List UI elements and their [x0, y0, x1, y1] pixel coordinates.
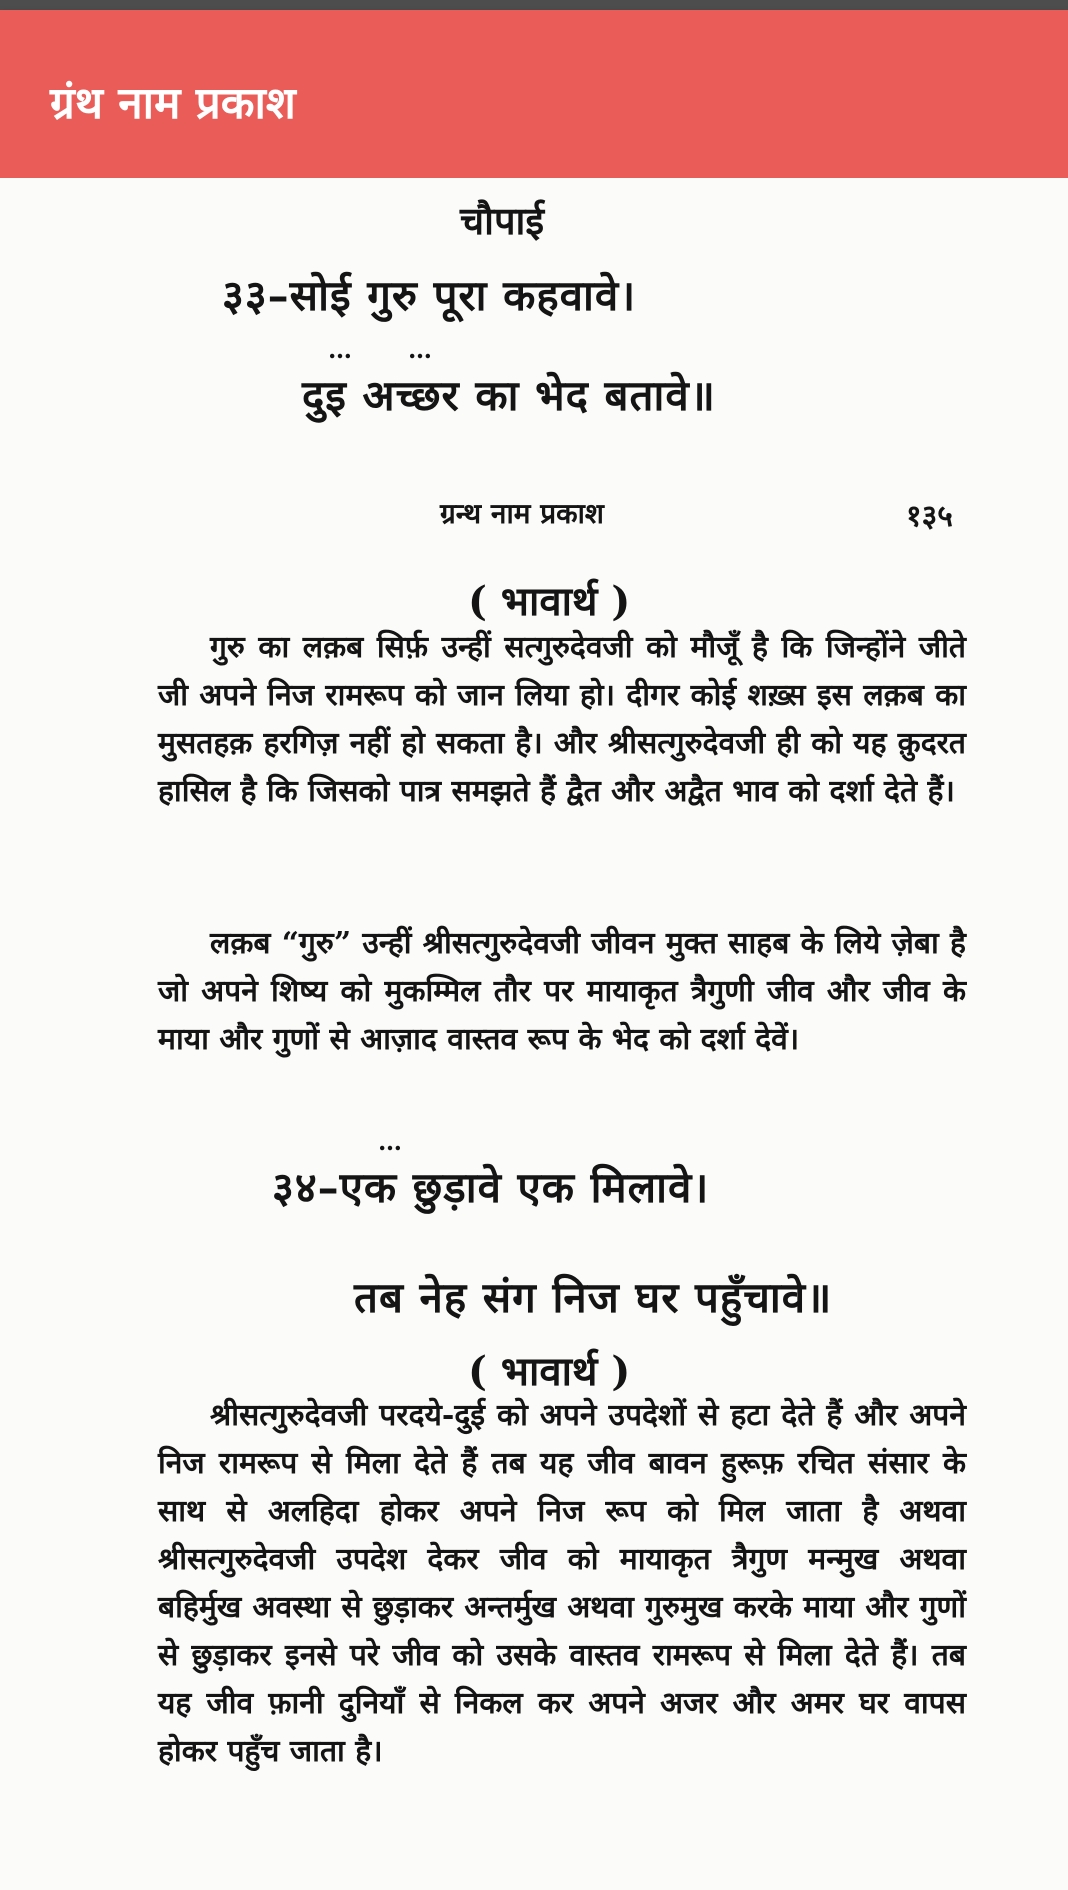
ellipsis-mark: …: [408, 335, 434, 364]
verse-33-line-2: दुइ अच्छर का भेद बतावे॥: [302, 371, 716, 420]
bhavarth-1-paragraph-2: लक़ब “गुरु” उन्हीं श्रीसत्गुरुदेवजी जीवन मुक्त साहब के लिये ज़ेबा है जो अपने शिष्य को मुकम्मिल तौर पर मायाकृत त्रैगुणी जीव और जीव के माया और गुणों से आज़ाद वास्तव रूप के भेद को दर्शा देवें।: [158, 926, 966, 1057]
verse-34-line-2: तब नेह संग निज घर पहुँचावे॥: [354, 1273, 833, 1322]
status-bar: [0, 0, 1068, 10]
verse-34-line-1: ३४–एक छुड़ावे एक मिलावे।: [272, 1163, 710, 1212]
running-head: ग्रन्थ नाम प्रकाश: [440, 497, 604, 530]
bhavarth-1-paragraph-1: गुरु का लक़ब सिर्फ़ उन्हीं सत्गुरुदेवजी को मौजूँ है कि जिन्होंने जीते जी अपने निज रामरूप को जान लिया हो। दीगर कोई शख़्स इस लक़ब का मुसतहक़ हरगिज़ नहीं हो सकता है। और श्रीसत्गुरुदेवजी ही को यह क़ुदरत हासिल है कि जिसको पात्र समझते हैं द्वैत और अद्वैत भाव को दर्शा देते हैं।: [158, 630, 966, 809]
bhavarth-heading-1: ( भावार्थ ): [468, 578, 631, 625]
page-number: १३५: [906, 499, 953, 534]
app-title: ग्रंथ नाम प्रकाश: [50, 78, 296, 129]
scanned-page[interactable]: [0, 178, 1068, 1890]
bhavarth-2-paragraph-1: श्रीसत्गुरुदेवजी परदये-दुई को अपने उपदेशों से हटा देते हैं और अपने निज रामरूप से मिला देते हैं तब यह जीव बावन हुरूफ़ रचित संसार के साथ से अलहिदा होकर अपने निज रूप को मिल जाता है अथवा श्रीसत्गुरुदेवजी उपदेश देकर जीव को मायाकृत त्रैगुण मन्मुख अथवा बहिर्मुख अवस्था से छुड़ाकर अन्तर्मुख अथवा गुरुमुख करके माया और गुणों से छुड़ाकर इनसे परे जीव को उसके वास्तव रामरूप से मिला देते हैं। तब यह जीव फ़ानी दुनियाँ से निकल कर अपने अजर और अमर घर वापस होकर पहुँच जाता है।: [158, 1398, 966, 1769]
chaupai-label: चौपाई: [460, 198, 545, 243]
verse-33-line-1: ३३–सोई गुरु पूरा कहवावे।: [222, 271, 637, 320]
ellipsis-mark: …: [328, 335, 354, 364]
bhavarth-heading-2: ( भावार्थ ): [468, 1348, 631, 1395]
app-bar: [0, 10, 1068, 178]
ellipsis-mark: …: [378, 1127, 404, 1156]
